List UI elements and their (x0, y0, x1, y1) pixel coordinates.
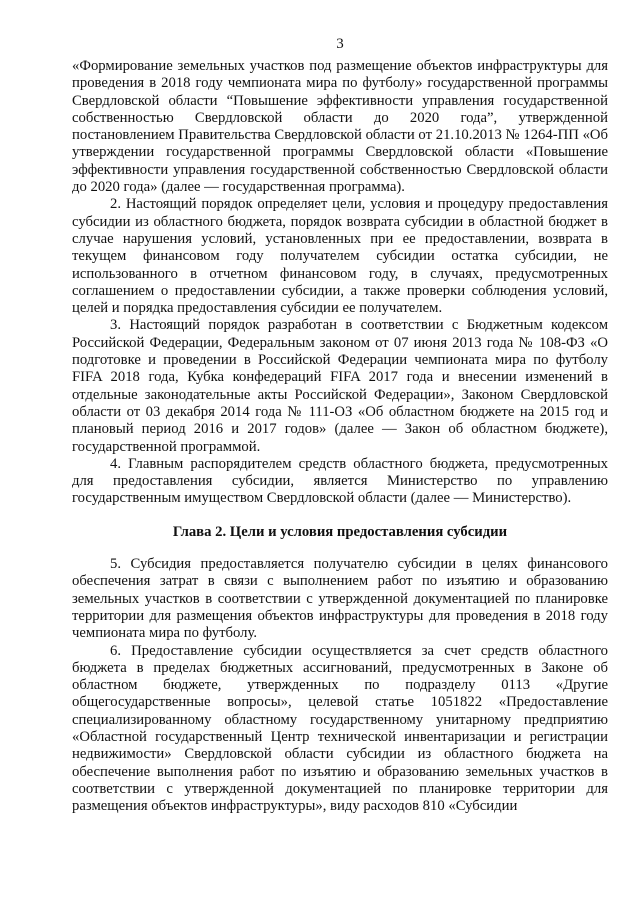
paragraph-2: 2. Настоящий порядок определяет цели, условия и процедуру предоставления субсидии из областного бюджета, порядок возврата субсидии в областной бюджет в случае нарушения условий, установленных при ее предоставлении, возврата в текущем финансовом году получателем субсидии остатка субсидии, не использованного в отчетном финансовом году, в случаях, предусмотренных соглашением о предоставлении субсидии, а также проверки соблюдения условий, целей и порядка предоставления субсидии ее получателем. (72, 196, 608, 317)
paragraph-3: 3. Настоящий порядок разработан в соответствии с Бюджетным кодексом Российской Федерации, Федеральным законом от 07 июня 2013 года № 108-ФЗ «О подготовке и проведении в Российской Федерации чемпионата мира по футболу FIFA 2018 года, Кубка конфедераций FIFA 2017 года и внесении изменений в отдельные законодательные акты Российской Федерации», Законом Свердловской области от 03 декабря 2014 года № 111-ОЗ «Об областном бюджете на 2015 год и плановый период 2016 и 2017 годов» (далее — Закон об областном бюджете), государственной программой. (72, 317, 608, 455)
paragraph-1-continuation: «Формирование земельных участков под размещение объектов инфраструктуры для проведения в 2018 году чемпионата мира по футболу» государственной программы Свердловской области “Повышение эффективности управления государственной собственностью Свердловской области до 2020 года”, утвержденной постановлением Правительства Свердловской области от 21.10.2013 № 1264-ПП «Об утверждении государственной программы Свердловской области «Повышение эффективности управления государственной собственностью Свердловской области до 2020 года» (далее — государственная программа). (72, 58, 608, 196)
paragraph-6: 6. Предоставление субсидии осуществляется за счет средств областного бюджета в пределах бюджетных ассигнований, предусмотренных в Законе об областном бюджете, утвержденных по подразделу 0113 «Другие общегосударственные вопросы», целевой статье 1051822 «Предоставление специализированному областному государственному унитарному предприятию «Областной государственный Центр технической инвентаризации и регистрации недвижимости» Свердловской области субсидии из областного бюджета на обеспечение выполнения работ по изъятию и образованию земельных участков в соответствии с утвержденной документацией по планировке территории для размещения объектов инфраструктуры», виду расходов 810 «Субсидии (72, 642, 608, 815)
chapter-2-heading: Глава 2. Цели и условия предоставления субсидии (172, 523, 508, 540)
paragraph-5: 5. Субсидия предоставляется получателю субсидии в целях финансового обеспечения затрат в связи с выполнением работ по изъятию и образованию земельных участков в соответствии с утвержденной документацией по планировке территории для размещения объектов инфраструктуры для проведения в 2018 году чемпионата мира по футболу. (72, 556, 608, 642)
page-number: 3 (336, 36, 344, 52)
paragraph-4: 4. Главным распорядителем средств областного бюджета, предусмотренных для предоставления субсидии, является Министерство по управлению государственным имуществом Свердловской области (далее — Министерство). (72, 455, 608, 507)
